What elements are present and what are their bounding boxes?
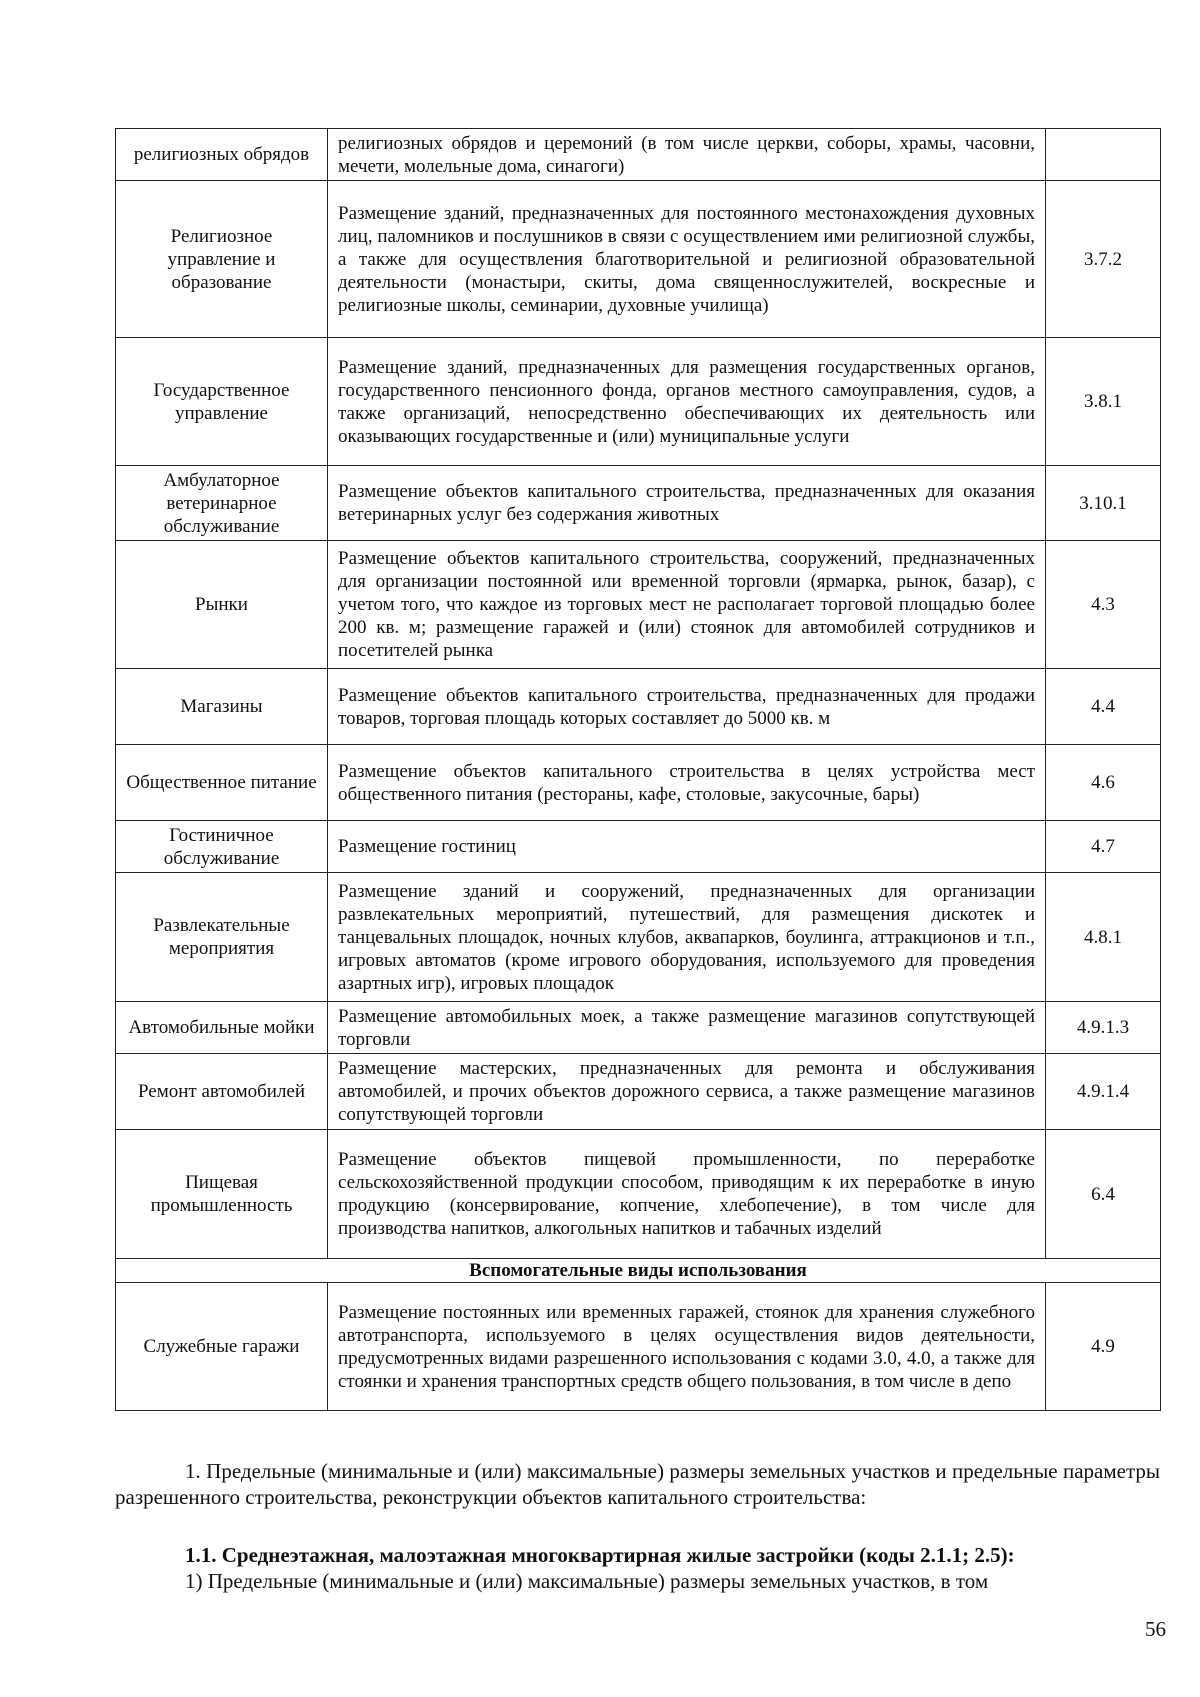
table-row (116, 1283, 1161, 1411)
use-type-code: 3.10.1 (1046, 466, 1161, 541)
table-row (116, 338, 1161, 466)
use-type-code: 4.7 (1046, 821, 1161, 873)
table-row (116, 745, 1161, 821)
use-type-description: Размещение мастерских, предназначенных для ремонта и обслуживания автомобилей, и прочих объектов дорожного сервиса, а также размещение магазинов сопутствующей торговли (328, 1054, 1046, 1130)
page-number: 56 (1145, 1617, 1166, 1641)
use-type-description: Размещение объектов капитального строительства, предназначенных для продажи товаров, торговая площадь которых составляет до 5000 кв. м (328, 669, 1046, 745)
use-type-code: 4.6 (1046, 745, 1161, 821)
use-type-code (1046, 129, 1161, 181)
use-type-description: Размещение зданий, предназначенных для размещения государственных органов, государственного пенсионного фонда, органов местного самоуправления, судов, а также организаций, непосредственно обеспечивающих их деятельность или оказывающих государственные и (или) муниципальные услуги (328, 338, 1046, 466)
use-type-description: Размещение постоянных или временных гаражей, стоянок для хранения служебного автотранспорта, используемого в целях осуществления видов деятельности, предусмотренных видами разрешенного использования с кодами 3.0, 4.0, а также для стоянки и хранения транспортных средств общего пользования, в том числе в депо (328, 1283, 1046, 1411)
land-use-table-body (116, 129, 1161, 1411)
use-type-description: Размещение зданий и сооружений, предназначенных для организации развлекательных мероприятий, путешествий, для размещения дискотек и танцевальных площадок, ночных клубов, аквапарков, боулинга, аттракционов и т.п., игровых автоматов (кроме игрового оборудования, используемого для проведения азартных игр), игровых площадок (328, 873, 1046, 1002)
use-type-code: 4.8.1 (1046, 873, 1161, 1002)
use-type-name: религиозных обрядов (116, 129, 328, 181)
use-type-name: Амбулаторное ветеринарное обслуживание (116, 466, 328, 541)
table-row (116, 541, 1161, 669)
use-type-name: Развлекательные мероприятия (116, 873, 328, 1002)
table-row (116, 1130, 1161, 1259)
use-type-description: Размещение объектов пищевой промышленности, по переработке сельскохозяйственной продукции способом, приводящим к их переработке в иную продукцию (консервирование, копчение, хлебопечение), в том числе для производства напитков, алкогольных напитков и табачных изделий (328, 1130, 1046, 1259)
table-row (116, 821, 1161, 873)
paragraph-limits-intro: 1. Предельные (минимальные и (или) максимальные) размеры земельных участков и предельные параметры разрешенного строительства, реконструкции объектов капитального строительства: (115, 1459, 1160, 1509)
use-type-name: Ремонт автомобилей (116, 1054, 328, 1130)
use-type-code: 3.7.2 (1046, 181, 1161, 338)
use-type-name: Рынки (116, 541, 328, 669)
table-row (116, 669, 1161, 745)
table-row (116, 873, 1161, 1002)
use-type-description: Размещение объектов капитального строительства в целях устройства мест общественного питания (рестораны, кафе, столовые, закусочные, бары) (328, 745, 1046, 821)
use-type-code: 4.4 (1046, 669, 1161, 745)
table-row (116, 1054, 1161, 1130)
table-row (116, 1002, 1161, 1054)
use-type-description: религиозных обрядов и церемоний (в том числе церкви, соборы, храмы, часовни, мечети, молельные дома, синагоги) (328, 129, 1046, 181)
use-type-code: 4.9.1.3 (1046, 1002, 1161, 1054)
table-row (116, 181, 1161, 338)
use-type-name: Гостиничное обслуживание (116, 821, 328, 873)
use-type-code: 4.9 (1046, 1283, 1161, 1411)
use-type-description: Размещение зданий, предназначенных для постоянного местонахождения духовных лиц, паломников и послушников в связи с осуществлением ими религиозной службы, а также для осуществления благотворительной и религиозной образовательной деятельности (монастыри, скиты, дома священнослужителей, воскресные и религиозные школы, семинарии, духовные училища) (328, 181, 1046, 338)
use-type-code: 4.3 (1046, 541, 1161, 669)
table-row (116, 466, 1161, 541)
use-type-name: Религиозное управление и образование (116, 181, 328, 338)
land-use-table (115, 128, 1161, 1411)
use-type-code: 4.9.1.4 (1046, 1054, 1161, 1130)
table-row (116, 129, 1161, 181)
use-type-description: Размещение автомобильных моек, а также размещение магазинов сопутствующей торговли (328, 1002, 1046, 1054)
use-type-description: Размещение гостиниц (328, 821, 1046, 873)
heading-section-1-1: 1.1. Среднеэтажная, малоэтажная многоквартирная жилые застройки (коды 2.1.1; 2.5): (185, 1543, 1015, 1567)
use-type-name: Общественное питание (116, 745, 328, 821)
use-type-description: Размещение объектов капитального строительства, предназначенных для оказания ветеринарных услуг без содержания животных (328, 466, 1046, 541)
use-type-code: 6.4 (1046, 1130, 1161, 1259)
use-type-name: Пищевая промышленность (116, 1130, 328, 1259)
table-section-header-row (116, 1259, 1161, 1283)
use-type-name: Магазины (116, 669, 328, 745)
paragraph-limits-item-1: 1) Предельные (минимальные и (или) максимальные) размеры земельных участков, в том (185, 1569, 989, 1593)
section-header-auxiliary-uses: Вспомогательные виды использования (116, 1259, 1161, 1283)
use-type-code: 3.8.1 (1046, 338, 1161, 466)
use-type-description: Размещение объектов капитального строительства, сооружений, предназначенных для организации постоянной или временной торговли (ярмарка, рынок, базар), с учетом того, что каждое из торговых мест не располагает торговой площадью более 200 кв. м; размещение гаражей и (или) стоянок для автомобилей сотрудников и посетителей рынка (328, 541, 1046, 669)
use-type-name: Автомобильные мойки (116, 1002, 328, 1054)
use-type-name: Служебные гаражи (116, 1283, 328, 1411)
use-type-name: Государственное управление (116, 338, 328, 466)
